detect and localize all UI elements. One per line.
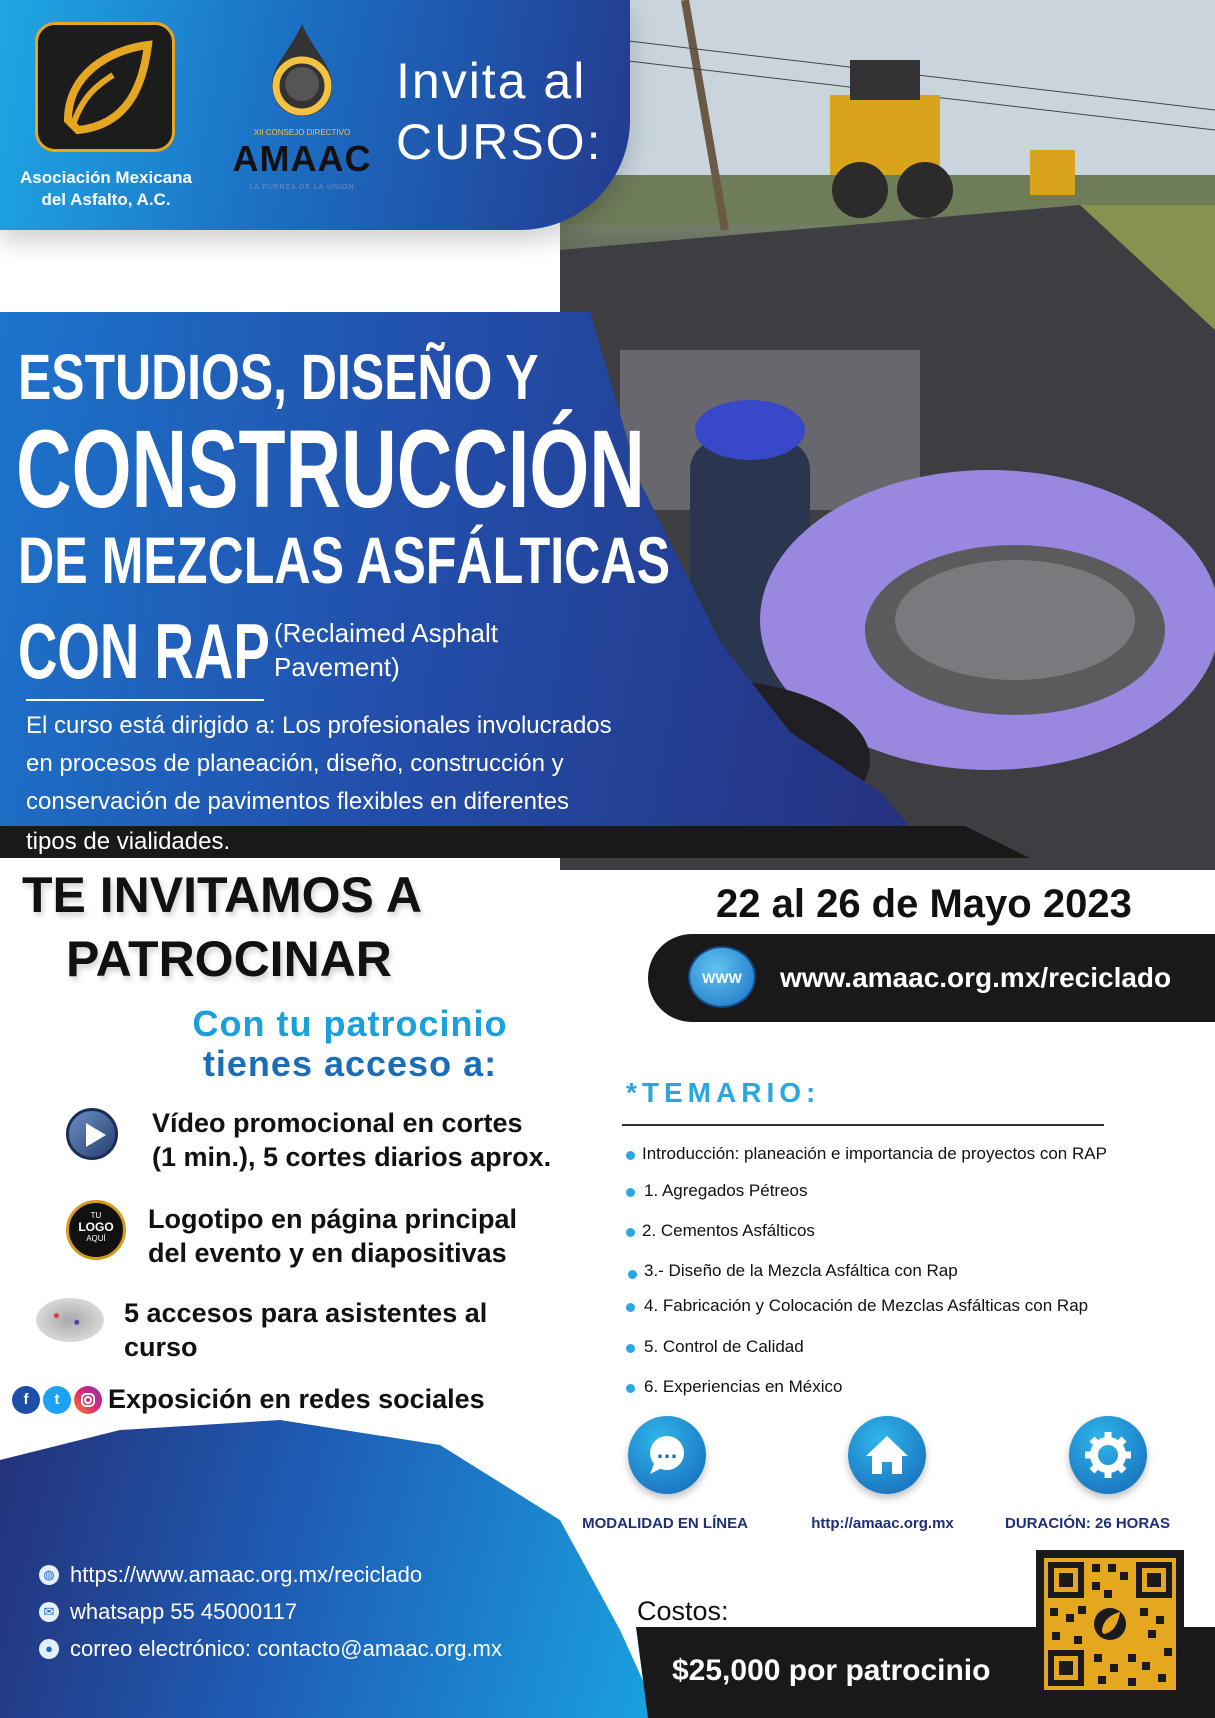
- event-date: 22 al 26 de Mayo 2023: [716, 882, 1132, 926]
- benefit-video-line-1: Vídeo promocional en cortes: [152, 1108, 523, 1138]
- course-title-line-1: ESTUDIOS, DISEÑO Y: [18, 341, 539, 413]
- syllabus-item: 6. Experiencias en México: [644, 1377, 843, 1396]
- association-name-line-1: Asociación Mexicana: [20, 168, 192, 187]
- your-logo-badge-icon: [66, 1200, 126, 1260]
- logo-badge-text-3: AQUÍ: [86, 1234, 106, 1243]
- benefit-video-line-2: (1 min.), 5 cortes diarios aprox.: [152, 1142, 552, 1172]
- association-logo: [35, 22, 175, 152]
- bullet-icon: [626, 1228, 635, 1237]
- invite-line-1: Invita al: [396, 53, 587, 109]
- benefit-access-line-1: 5 accesos para asistentes al: [124, 1298, 488, 1328]
- benefit-logo-line-2: del evento y en diapositivas: [148, 1238, 507, 1268]
- home-glyph: [848, 1416, 926, 1494]
- syllabus-item: 5. Control de Calidad: [644, 1337, 804, 1356]
- association-name-line-2: del Asfalto, A.C.: [41, 190, 171, 209]
- logo-badge-text-2: LOGO: [78, 1220, 114, 1234]
- facebook-icon: f: [12, 1386, 40, 1414]
- course-description-line-2: en procesos de planeación, diseño, construcción y: [26, 750, 564, 777]
- costs-label: Costos:: [637, 1596, 729, 1626]
- qr-code[interactable]: [1036, 1550, 1184, 1698]
- instagram-icon: [74, 1386, 102, 1414]
- modality-label: MODALIDAD EN LÍNEA: [582, 1515, 748, 1532]
- www-globe-icon: WWW: [688, 946, 756, 1008]
- bullet-icon: [628, 1270, 637, 1279]
- council-subtitle: XII CONSEJO DIRECTIVO: [253, 128, 351, 137]
- syllabus-item: 3.- Diseño de la Mezcla Asfáltica con Rap: [644, 1261, 958, 1280]
- benefit-social-media: Exposición en redes sociales: [108, 1384, 485, 1414]
- instagram-glyph: [74, 1386, 102, 1414]
- qr-code-pattern: [1044, 1558, 1176, 1690]
- bullet-icon: [626, 1303, 635, 1312]
- rap-note-line-2: Pavement): [274, 652, 400, 682]
- bullet-icon: [626, 1188, 635, 1197]
- syllabus-item: 4. Fabricación y Colocación de Mezclas Asfálticas con Rap: [644, 1296, 1089, 1315]
- video-play-icon: [66, 1108, 118, 1160]
- contact-website-link[interactable]: https://www.amaac.org.mx/reciclado: [70, 1562, 423, 1587]
- council-name: AMAAC: [232, 138, 372, 179]
- chat-bubble-icon: [628, 1416, 706, 1494]
- logo-badge-text-1: TU: [90, 1211, 102, 1220]
- benefits-title-line-2: tienes acceso a:: [202, 1043, 498, 1084]
- contact-whatsapp[interactable]: whatsapp 55 45000117: [70, 1599, 298, 1624]
- gear-icon: [1069, 1416, 1147, 1494]
- location-pin-icon: ●: [39, 1639, 59, 1659]
- benefits-title-line-1: Con tu patrocinio: [192, 1003, 508, 1044]
- benefit-access-line-2: curso: [124, 1332, 198, 1362]
- sponsorship-price: $25,000 por patrocinio: [672, 1654, 991, 1687]
- globe-icon: ◍: [39, 1565, 59, 1585]
- course-title-line-2: CONSTRUCCIÓN: [16, 408, 645, 531]
- invite-line-2: CURSO:: [396, 114, 603, 170]
- contact-footer-panel: [0, 1400, 690, 1718]
- duration-label: DURACIÓN: 26 HORAS: [1004, 1515, 1170, 1532]
- council-tagline: LA FUERZA DE LA UNIÓN: [249, 184, 355, 191]
- twitter-icon: t: [43, 1386, 71, 1414]
- sponsor-heading-line-2: PATROCINAR: [66, 931, 392, 987]
- syllabus-item: 2. Cementos Asfálticos: [642, 1221, 815, 1240]
- bullet-icon: [626, 1384, 635, 1393]
- sponsor-heading-line-1: TE INVITAMOS A: [22, 867, 422, 923]
- course-title-line-3: DE MEZCLAS ASFÁLTICAS: [18, 523, 671, 597]
- homepage-link[interactable]: http://amaac.org.mx: [811, 1515, 954, 1532]
- mail-icon: ✉: [39, 1602, 59, 1622]
- syllabus-title: *TEMARIO:: [626, 1077, 821, 1108]
- audience-crowd-icon: [36, 1298, 104, 1342]
- course-description-line-1: El curso está dirigido a: Los profesionales involucrados: [26, 712, 612, 739]
- bullet-icon: [626, 1151, 635, 1160]
- bullet-icon: [626, 1344, 635, 1353]
- contact-email-link[interactable]: correo electrónico: contacto@amaac.org.mx: [70, 1636, 502, 1661]
- gear-glyph: [1069, 1416, 1147, 1494]
- course-description-line-4: tipos de vialidades.: [26, 828, 231, 855]
- title-divider: [26, 699, 264, 701]
- asphalt-drop-icon: [38, 25, 172, 149]
- benefit-logo-line-1: Logotipo en página principal: [148, 1204, 517, 1234]
- home-icon: [848, 1416, 926, 1494]
- event-website-link[interactable]: www.amaac.org.mx/reciclado: [780, 962, 1172, 993]
- course-title-line-4: CON RAP: [18, 607, 270, 695]
- course-description-line-3: conservación de pavimentos flexibles en diferentes: [26, 788, 569, 815]
- amaac-drop-icon: [262, 24, 342, 120]
- syllabus-item: Introducción: planeación e importancia de proyectos con RAP: [642, 1144, 1107, 1163]
- rap-note-line-1: (Reclaimed Asphalt: [274, 618, 498, 648]
- chat-dots: …: [656, 1438, 678, 1463]
- syllabus-divider: [622, 1124, 1104, 1126]
- syllabus-item: 1. Agregados Pétreos: [644, 1181, 808, 1200]
